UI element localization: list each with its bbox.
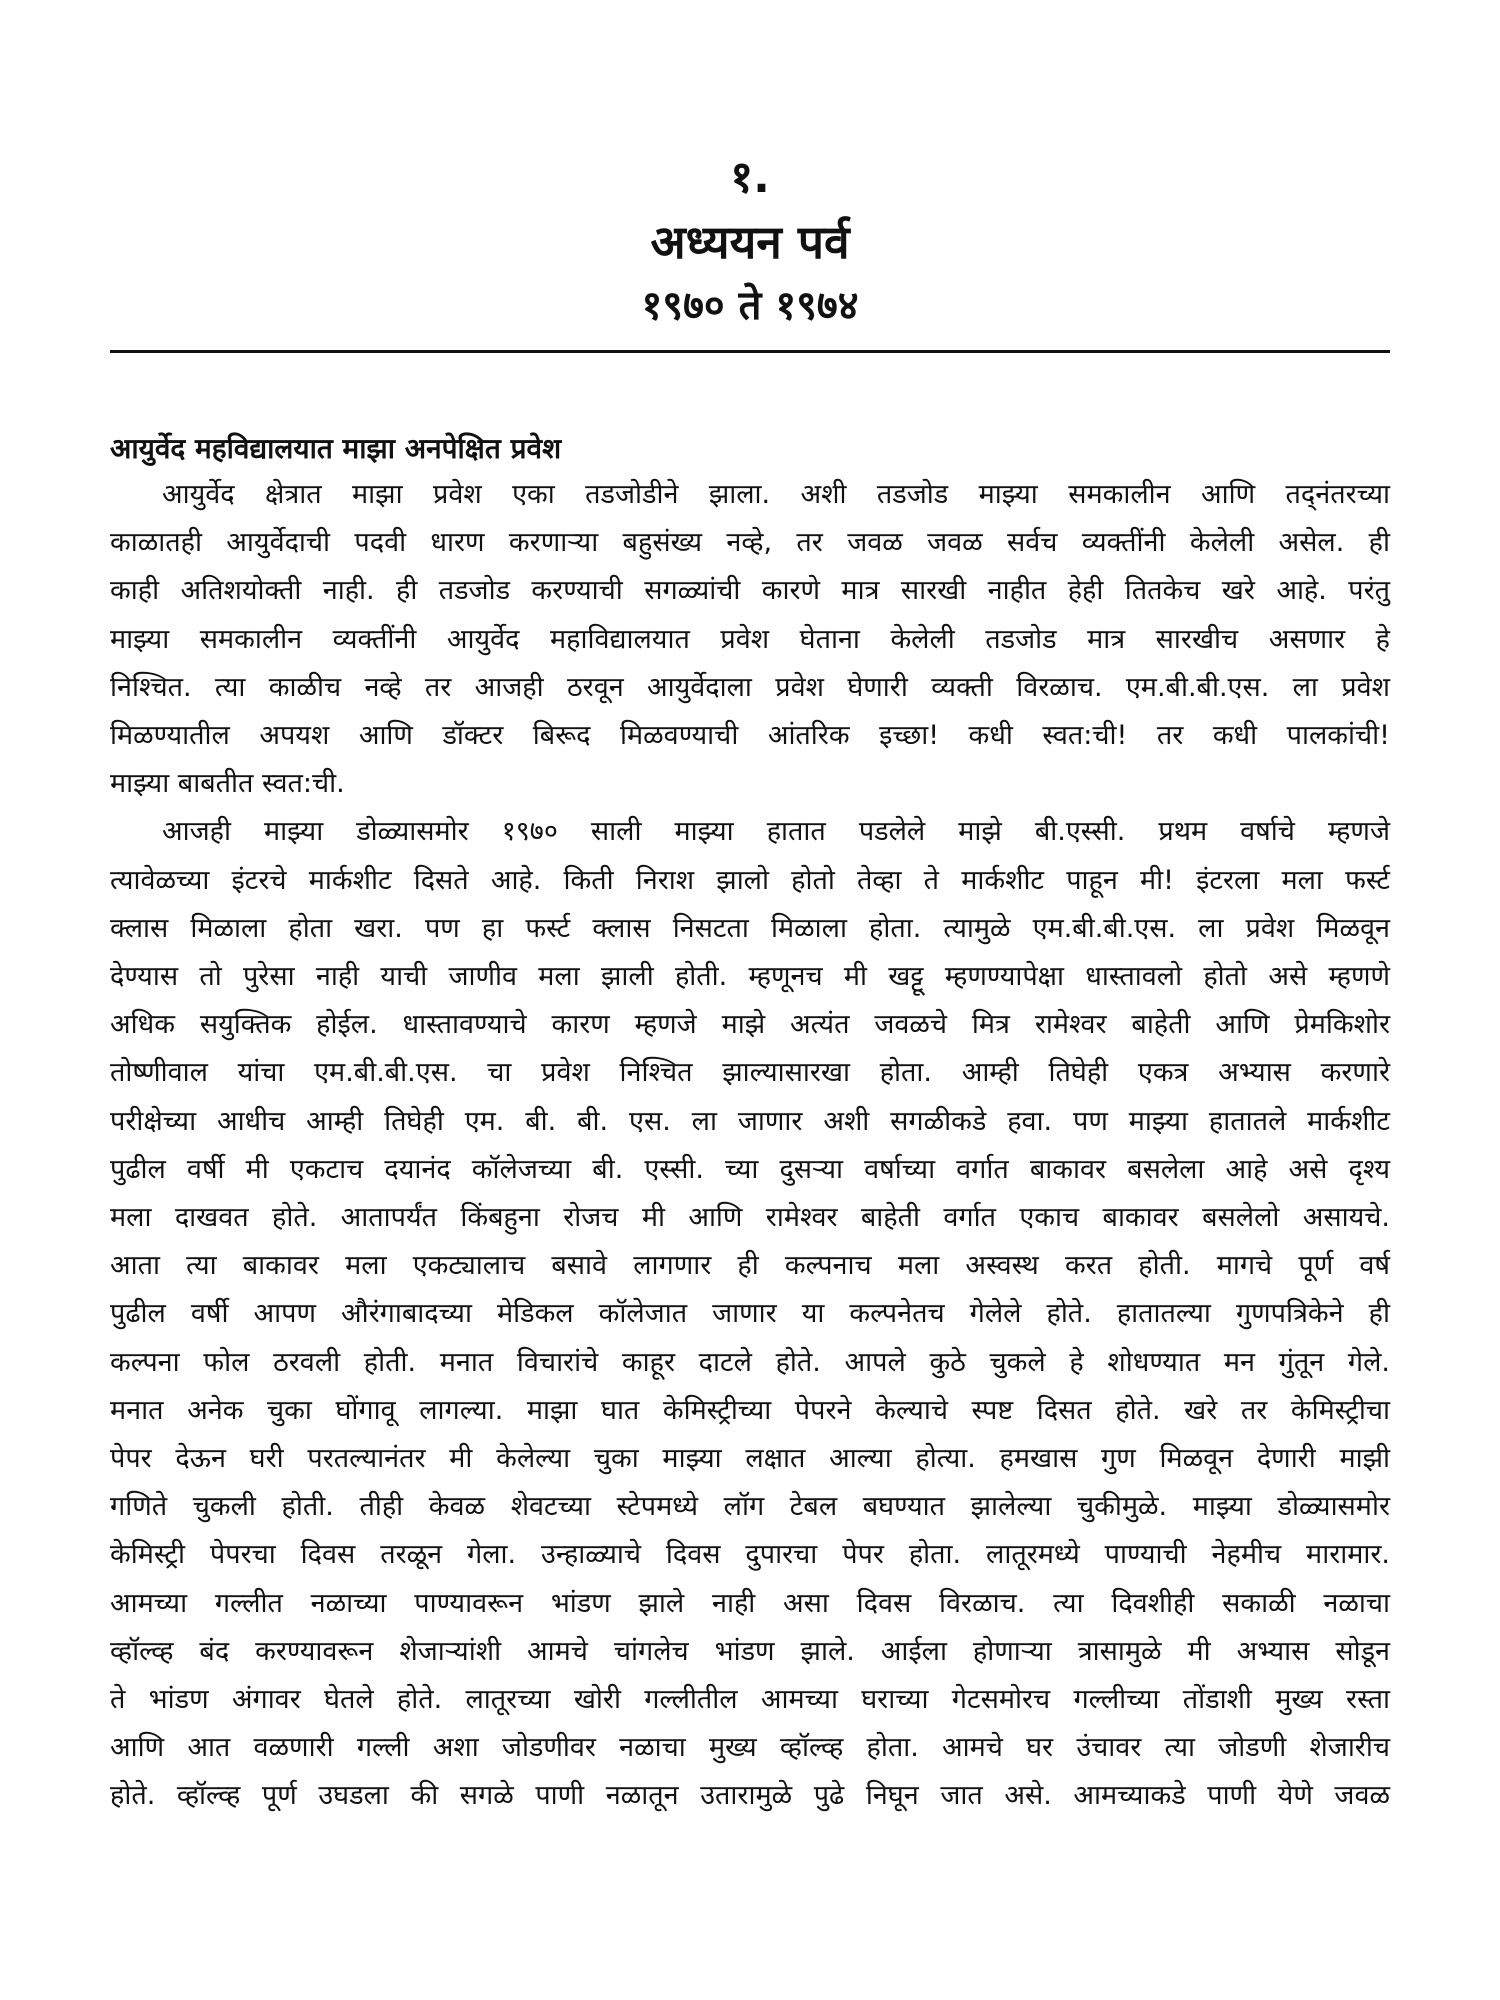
paragraph-line: माझ्या बाबतीत स्वत:ची.: [110, 768, 345, 800]
paragraph-line: व्हॉल्व्ह बंद करण्यावरून शेजाऱ्यांशी आमचे चांगलेच भांडण झाले. आईला होणाऱ्या त्रासामुळे मी अभ्यास सोडून: [110, 1635, 1390, 1667]
paragraph-line: कल्पना फोल ठरवली होती. मनात विचारांचे काहूर दाटले होते. आपले कुठे चुकले हे शोधण्यात मन गुंतून गेले.: [110, 1346, 1391, 1378]
paragraph-line: आमच्या गल्लीत नळाच्या पाण्यावरून भांडण झाले नाही असा दिवस विरळाच. त्या दिवशीही सकाळी नळाचा: [110, 1587, 1390, 1619]
paragraph-line: पुढील वर्षी आपण औरंगाबादच्या मेडिकल कॉलेजात जाणार या कल्पनेतच गेलेले होते. हातातल्या गुणपत्रिकेने ही: [110, 1298, 1390, 1330]
header-divider: [110, 350, 1390, 353]
paragraph-line: मिळण्यातील अपयश आणि डॉक्टर बिरूद मिळवण्याची आंतरिक इच्छा! कधी स्वत:ची! तर कधी पालकांची!: [110, 720, 1390, 752]
paragraph-line: पुढील वर्षी मी एकटाच दयानंद कॉलेजच्या बी. एस्सी. च्या दुसऱ्या वर्षाच्या वर्गात बाकावर बसलेला आहे असे दृश्य: [110, 1153, 1390, 1185]
paragraph-2: [110, 808, 1390, 1820]
chapter-number: १.: [730, 152, 770, 203]
paragraph-line: आता त्या बाकावर मला एकट्यालाच बसावे लागणार ही कल्पनाच मला अस्वस्थ करत होती. मागचे पूर्ण वर्ष: [110, 1250, 1390, 1282]
paragraph-line: काळातही आयुर्वेदाची पदवी धारण करणाऱ्या बहुसंख्य नव्हे, तर जवळ जवळ सर्वच व्यक्तींनी केलेली असेल. ही: [110, 527, 1390, 559]
paragraph-line: ते भांडण अंगावर घेतले होते. लातूरच्या खोरी गल्लीतील आमच्या घराच्या गेटसमोरच गल्लीच्या तोंडाशी मुख्य रस्ता: [110, 1684, 1390, 1716]
paragraph-line: परीक्षेच्या आधीच आम्ही तिघेही एम. बी. बी. एस. ला जाणार अशी सगळीकडे हवा. पण माझ्या हातातले मार्कशीट: [110, 1105, 1390, 1137]
paragraph-line: मला दाखवत होते. आतापर्यंत किंबहुना रोजच मी आणि रामेश्वर बाहेती वर्गात एकाच बाकावर बसलेलो असायचे.: [110, 1202, 1390, 1234]
chapter-title: अध्ययन पर्व: [650, 215, 850, 269]
paragraph-line: आणि आत वळणारी गल्ली अशा जोडणीवर नळाचा मुख्य व्हॉल्व्ह होता. आमचे घर उंचावर त्या जोडणी शेजारीच: [110, 1732, 1390, 1764]
paragraph-line: क्लास मिळाला होता खरा. पण हा फर्स्ट क्लास निसटता मिळाला होता. त्यामुळे एम.बी.बी.एस. ला प्रवेश मिळवून: [110, 912, 1390, 944]
paragraph-line: होते. व्हॉल्व्ह पूर्ण उघडला की सगळे पाणी नळातून उतारामुळे पुढे निघून जात असे. आमच्याकडे पाणी येणे जवळ: [110, 1780, 1390, 1812]
paragraph-line: अधिक सयुक्तिक होईल. धास्तावण्याचे कारण म्हणजे माझे अत्यंत जवळचे मित्र रामेश्वर बाहेती आणि प्रेमकिशोर: [110, 1009, 1390, 1041]
paragraph-line: तोष्णीवाल यांचा एम.बी.बी.एस. चा प्रवेश निश्चित झाल्यासारखा होता. आम्ही तिघेही एकत्र अभ्यास करणारे: [110, 1057, 1390, 1089]
chapter-years: १९७० ते १९७४: [641, 283, 859, 329]
paragraph-line: माझ्या समकालीन व्यक्तींनी आयुर्वेद महाविद्यालयात प्रवेश घेताना केलेली तडजोड मात्र सारखीच असणार हे: [110, 623, 1390, 655]
paragraph-line: पेपर देऊन घरी परतल्यानंतर मी केलेल्या चुका माझ्या लक्षात आल्या होत्या. हमखास गुण मिळवून देणारी माझी: [110, 1443, 1390, 1475]
paragraph-line: गणिते चुकली होती. तीही केवळ शेवटच्या स्टेपमध्ये लॉग टेबल बघण्यात झालेल्या चुकीमुळे. माझ्या डोळ्यासमोर: [110, 1491, 1390, 1523]
paragraph-line: केमिस्ट्री पेपरचा दिवस तरळून गेला. उन्हाळ्याचे दिवस दुपारचा पेपर होता. लातूरमध्ये पाण्याची नेहमीच मारामार.: [110, 1539, 1390, 1571]
paragraph-line: आयुर्वेद क्षेत्रात माझा प्रवेश एका तडजोडीने झाला. अशी तडजोड माझ्या समकालीन आणि तद्नंतरच्या: [162, 479, 1390, 510]
paragraph-1: [110, 471, 1390, 808]
paragraph-line: मनात अनेक चुका घोंगावू लागल्या. माझा घात केमिस्ट्रीच्या पेपरने केल्याचे स्पष्ट दिसत होते. खरे तर केमिस्ट्रीचा: [110, 1394, 1390, 1426]
paragraph-line: देण्यास तो पुरेसा नाही याची जाणीव मला झाली होती. म्हणूनच मी खट्टू म्हणण्यापेक्षा धास्तावलो होतो असे म्हणणे: [110, 961, 1390, 993]
paragraph-line: आजही माझ्या डोळ्यासमोर १९७० साली माझ्या हातात पडलेले माझे बी.एस्सी. प्रथम वर्षाचे म्हणजे: [162, 816, 1390, 848]
book-page: [110, 140, 1390, 1940]
paragraph-line: त्यावेळच्या इंटरचे मार्कशीट दिसते आहे. किती निराश झालो होतो तेव्हा ते मार्कशीट पाहून मी! इंटरला मला फर्स्ट: [110, 864, 1390, 896]
paragraph-line: निश्चित. त्या काळीच नव्हे तर आजही ठरवून आयुर्वेदाला प्रवेश घेणारी व्यक्ती विरळाच. एम.बी.बी.एस. ला प्रवेश: [110, 671, 1390, 703]
section-heading: आयुर्वेद महविद्यालयात माझा अनपेक्षित प्रवेश: [110, 432, 562, 465]
paragraph-line: काही अतिशयोक्ती नाही. ही तडजोड करण्याची सगळ्यांची कारणे मात्र सारखी नाहीत हेही तितकेच खरे आहे. परंतु: [110, 575, 1390, 607]
